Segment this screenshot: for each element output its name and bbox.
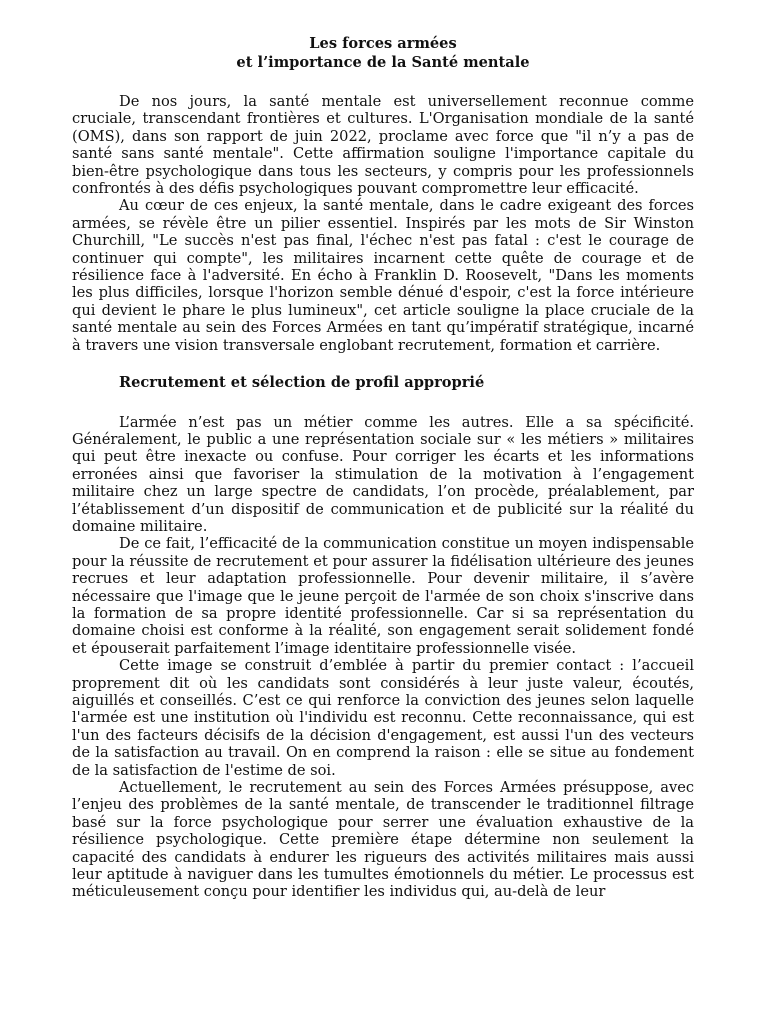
section-paragraph-4: Actuellement, le recrutement au sein des Forces Armées présuppose, avec l’enjeu des problèmes de la santé mentale, de transcender le traditionnel filtrage basé sur la force psychologique pour serrer une évaluation exhaustive de la résilience psychologique. Cette première étape détermine non seulement la capacité des candidats à endurer les rigueurs des activités militaires mais aussi leur aptitude à naviguer dans les tumultes émotionnels du métier. Le processus est méticuleusement conçu pour identifier les individus qui, au-delà de leur [72,779,694,901]
intro-paragraph-2: Au cœur de ces enjeux, la santé mentale, dans le cadre exigeant des forces armées, se révèle être un pilier essentiel. Inspirés par les mots de Sir Winston Churchill, "Le succès n'est pas final, l'échec n'est pas fatal : c'est le courage de continuer qui compte", les militaires incarnent cette quête de courage et de résilience face à l'adversité. En écho à Franklin D. Roosevelt, "Dans les moments les plus difficiles, lorsque l'horizon semble dénué d'espoir, c'est la force intérieure qui devient le phare le plus lumineux", cet article souligne la place cruciale de la santé mentale au sein des Forces Armées en tant qu’impératif stratégique, incarné à travers une vision transversale englobant recrutement, formation et carrière. [72,197,694,354]
document-title-line-1: Les forces armées [309,35,457,52]
title-block [72,34,694,72]
section-paragraph-2: De ce fait, l’efficacité de la communication constitue un moyen indispensable pour la réussite de recrutement et pour assurer la fidélisation ultérieure des jeunes recrues et leur adaptation professionnelle. Pour devenir militaire, il s’avère nécessaire que l'image que le jeune perçoit de l'armée de son choix s'inscrive dans la formation de sa propre identité professionnelle. Car si sa représentation du domaine choisi est conforme à la réalité, son engagement serait solidement fondé et épouserait parfaitement l’image identitaire professionnelle visée. [72,535,694,657]
document-title-line-2: et l’importance de la Santé mentale [236,54,530,71]
section-paragraph-1: L’armée n’est pas un métier comme les autres. Elle a sa spécificité. Généralement, le public a une représentation sociale sur « les métiers » militaires qui peut être inexacte ou confuse. Pour corriger les écarts et les informations erronées ainsi que favoriser la stimulation de la motivation à l’engagement militaire chez un large spectre de candidats, l’on procède, préalablement, par l’établissement d’un dispositif de communication et de publicité sur la réalité du domaine militaire. [72,413,694,535]
intro-paragraph-1: De nos jours, la santé mentale est universellement reconnue comme cruciale, transcendant frontières et cultures. L'Organisation mondiale de la santé (OMS), dans son rapport de juin 2022, proclame avec force que "il n’y a pas de santé sans santé mentale". Cette affirmation souligne l'importance capitale du bien-être psychologique dans tous les secteurs, y compris pour les professionnels confrontés à des défis psychologiques pouvant compromettre leur efficacité. [72,93,694,198]
section-paragraph-3: Cette image se construit d’emblée à partir du premier contact : l’accueil proprement dit où les candidats sont considérés à leur juste valeur, écoutés, aiguillés et conseillés. C’est ce qui renforce la conviction des jeunes selon laquelle l'armée est une institution où l'individu est reconnu. Cette reconnaissance, qui est l'un des facteurs décisifs de la décision d'engagement, est aussi l'un des vecteurs de la satisfaction au travail. On en comprend la raison : elle se situe au fondement de la satisfaction de l'estime de soi. [72,657,694,779]
document-page [72,34,694,901]
section-heading: Recrutement et sélection de profil approprié [119,374,485,392]
